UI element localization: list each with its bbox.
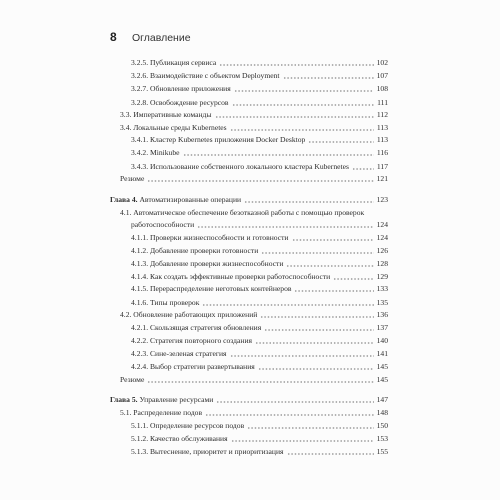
toc-entry (120, 308, 388, 320)
toc-page-number: 135 (376, 298, 388, 307)
toc-page-number: 140 (376, 336, 388, 345)
toc-entry-title: 5.1.1. Определение ресурсов подов (131, 421, 245, 430)
toc-page-number: 107 (376, 71, 388, 80)
toc-entry (120, 373, 388, 385)
toc-entry-title: 3.4.3. Использование собственного локального кластера Kubernetes (131, 162, 349, 171)
dot-leader (352, 168, 374, 170)
dot-leader (205, 414, 374, 416)
dot-leader (247, 427, 373, 429)
toc-entry (131, 360, 388, 372)
toc-entry (131, 244, 388, 256)
toc-page-number: 155 (376, 447, 388, 456)
toc-entry (131, 146, 388, 158)
dot-leader (286, 265, 373, 267)
toc-page-number: 147 (376, 395, 388, 404)
toc-page-number: 124 (376, 233, 388, 242)
toc-entry-title: 4.1.6. Типы проверок (131, 298, 200, 307)
running-title: Оглавление (132, 32, 191, 44)
chapter-label: Глава 5. (110, 395, 138, 404)
dot-leader (294, 290, 373, 292)
toc-entry-title: 3.3. Императивные команды (120, 110, 212, 119)
toc-entry-title: работоспособности (131, 220, 195, 229)
toc-entry-title: 3.4.2. Minikube (131, 148, 180, 157)
toc-page-number: 129 (376, 272, 388, 281)
toc-entry (131, 133, 388, 145)
toc-entry (131, 69, 388, 81)
toc-entry-title: 3.4. Локальные среды Kubernetes (120, 123, 227, 132)
toc-page-number: 136 (376, 310, 388, 319)
dot-leader (147, 381, 373, 383)
dot-leader (230, 129, 374, 131)
dot-leader (255, 342, 374, 344)
toc-entry-title: 5.1. Распределение подов (120, 408, 203, 417)
dot-leader (219, 64, 373, 66)
toc-page-number: 113 (376, 135, 388, 144)
dot-leader (244, 201, 374, 203)
chapter-title: Автоматизированные операции (139, 195, 242, 204)
dot-leader (287, 453, 374, 455)
dot-leader (260, 316, 373, 318)
toc-entry-title: 3.2.6. Взаимодействие с объектом Deployment (131, 71, 280, 80)
toc-entry-title (110, 395, 213, 405)
toc-page-number: 117 (376, 162, 388, 171)
toc-page-number: 141 (376, 349, 388, 358)
dot-leader (333, 278, 373, 280)
dot-leader (231, 440, 374, 442)
toc-entry (120, 172, 388, 184)
toc-page-number: 102 (376, 58, 388, 67)
toc-entry-title: 4.1.4. Как создать эффективные проверки работоспособности (131, 272, 331, 281)
chapter-label: Глава 4. (110, 195, 138, 204)
toc-entry-title: 3.2.8. Освобождение ресурсов (131, 98, 229, 107)
toc-entry-title: 4.2.3. Сине-зеленая стратегия (131, 349, 227, 358)
toc-entry-title: 4.1.2. Добавление проверки готовности (131, 246, 259, 255)
toc-page-number: 116 (376, 148, 388, 157)
toc-entry-title: 5.1.2. Качество обслуживания (131, 434, 228, 443)
toc-page-number: 123 (376, 195, 388, 204)
toc-entry-title: 3.2.7. Обновление приложения (131, 84, 231, 93)
toc-entry (131, 334, 388, 346)
dot-leader (216, 401, 373, 403)
toc-page-number: 113 (376, 123, 388, 132)
dot-leader (234, 90, 374, 92)
toc-chapter-entry (110, 193, 388, 205)
toc-entry-title: Резюме (120, 375, 145, 384)
toc-entry-title: 4.1.3. Добавление проверки жизнеспособности (131, 259, 284, 268)
toc-entry (131, 257, 388, 269)
toc-entry (131, 96, 388, 108)
toc-entry (120, 206, 388, 218)
toc-entry (131, 218, 388, 230)
toc-page-number: 145 (376, 375, 388, 384)
dot-leader (230, 355, 374, 357)
toc-page-number: 124 (376, 220, 388, 229)
dot-leader (264, 329, 373, 331)
toc-entry (131, 419, 388, 431)
toc-page-number: 145 (376, 362, 388, 371)
toc-page-number: 153 (376, 434, 388, 443)
toc-entry (131, 282, 388, 294)
toc-entry (131, 231, 388, 243)
dot-leader (308, 141, 374, 143)
toc-entry-title: 4.2. Обновление работающих приложений (120, 310, 258, 319)
toc-page-number: 133 (376, 284, 388, 293)
toc-entry-title: 3.2.5. Публикация сервиса (131, 58, 217, 67)
toc-entry-title: 5.1.3. Вытеснение, приоритет и приоритизация (131, 447, 284, 456)
toc-entry-title: 4.1.5. Перераспределение неготовых контейнеров (131, 284, 292, 293)
dot-leader (215, 116, 374, 118)
toc-entry (131, 321, 388, 333)
toc-page-number: 111 (377, 98, 388, 107)
toc-entry (131, 347, 388, 359)
toc-chapter-entry (110, 393, 388, 405)
toc-page-number: 112 (376, 110, 388, 119)
toc-page-number: 150 (376, 421, 388, 430)
chapter-title: Управление ресурсами (139, 395, 214, 404)
toc-entry-title (110, 195, 241, 205)
toc-entry (131, 160, 388, 172)
dot-leader (183, 154, 374, 156)
toc-page-number: 121 (376, 174, 388, 183)
toc-entry (120, 406, 388, 418)
dot-leader (232, 104, 375, 106)
toc-entry-title: 3.4.1. Кластер Kubernetes приложения Docker Desktop (131, 135, 306, 144)
dot-leader (292, 239, 374, 241)
toc-page-number: 137 (376, 323, 388, 332)
dot-leader (283, 77, 374, 79)
toc-entry (120, 121, 388, 133)
toc-entry (131, 270, 388, 282)
toc-entry (120, 108, 388, 120)
toc-page-number: 126 (376, 246, 388, 255)
dot-leader (197, 226, 373, 228)
toc-page-number: 148 (376, 408, 388, 417)
dot-leader (261, 252, 373, 254)
toc-entry (131, 82, 388, 94)
toc-entry-title: 4.2.1. Скользящая стратегия обновления (131, 323, 262, 332)
dot-leader (258, 368, 374, 370)
toc-entry-title: 4.1. Автоматическое обеспечение безотказной работы с помощью проверок (120, 208, 365, 217)
page-number: 8 (110, 30, 117, 44)
toc-entry (131, 445, 388, 457)
toc-entry (131, 432, 388, 444)
toc-entry (131, 296, 388, 308)
toc-entry (131, 56, 388, 68)
toc-page-number: 128 (376, 259, 388, 268)
dot-leader (367, 214, 385, 216)
dot-leader (202, 304, 373, 306)
toc-entry-title: Резюме (120, 174, 145, 183)
toc-entry-title: 4.2.2. Стратегия повторного создания (131, 336, 253, 345)
toc-page-number: 108 (376, 84, 388, 93)
dot-leader (147, 180, 373, 182)
toc-entry-title: 4.1.1. Проверки жизнеспособности и готовности (131, 233, 289, 242)
toc-entry-title: 4.2.4. Выбор стратегии развертывания (131, 362, 255, 371)
